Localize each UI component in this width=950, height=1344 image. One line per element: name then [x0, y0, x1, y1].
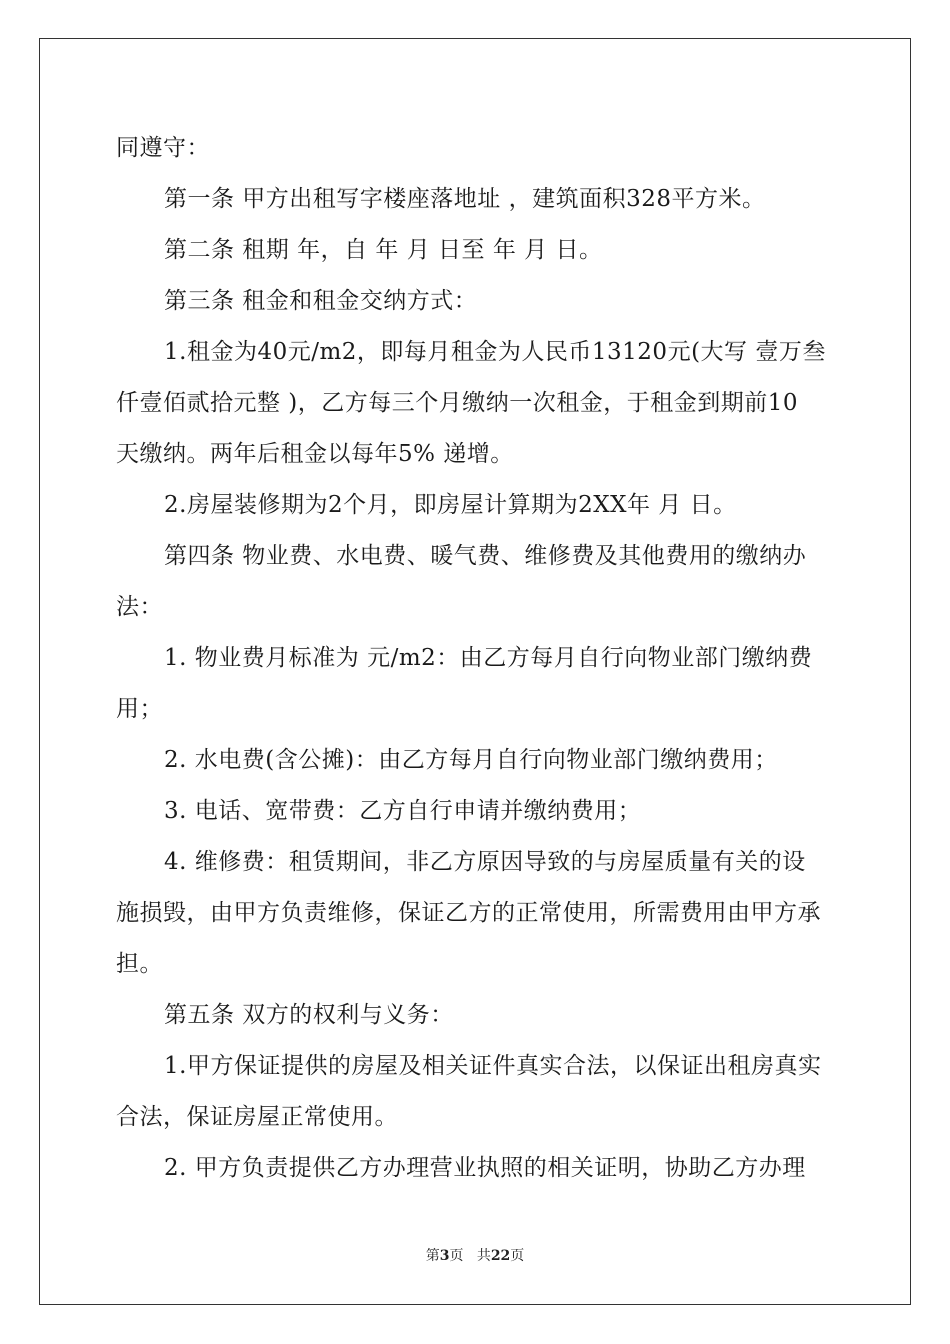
text-line: 2. 甲方负责提供乙方办理营业执照的相关证明，协助乙方办理	[164, 1155, 806, 1181]
text-line: 第一条 甲方出租写字楼座落地址 ，建筑面积328平方米。	[164, 186, 766, 212]
text-line: 仟壹佰贰拾元整 )，乙方每三个月缴纳一次租金，于租金到期前10	[116, 390, 799, 416]
total-pages: 22	[490, 1248, 511, 1264]
text-line: 1.甲方保证提供的房屋及相关证件真实合法，以保证出租房真实	[164, 1053, 822, 1079]
text-line: 担。	[116, 951, 163, 977]
text-line: 2.房屋装修期为2个月，即房屋计算期为2XX年 月 日。	[164, 492, 737, 518]
text-line: 第四条 物业费、水电费、暖气费、维修费及其他费用的缴纳办	[164, 543, 807, 569]
text-line: 合法，保证房屋正常使用。	[116, 1104, 398, 1130]
page-number: 3	[439, 1248, 450, 1264]
text-line: 第三条 租金和租金交纳方式：	[164, 288, 478, 314]
page-footer	[0, 1247, 950, 1265]
page-prefix: 第	[425, 1248, 440, 1264]
text-line: 第二条 租期 年，自 年 月 日至 年 月 日。	[164, 237, 603, 263]
text-line: 用；	[116, 696, 163, 722]
text-line: 天缴纳。两年后租金以每年5% 递增。	[116, 441, 514, 467]
page-suffix: 页	[449, 1248, 464, 1264]
text-line: 施损毁，由甲方负责维修，保证乙方的正常使用，所需费用由甲方承	[116, 900, 821, 926]
text-line: 第五条 双方的权利与义务：	[164, 1002, 454, 1028]
text-line: 3. 电话、宽带费：乙方自行申请并缴纳费用；	[164, 798, 642, 824]
text-line: 法：	[116, 594, 163, 620]
text-line: 2. 水电费(含公摊)：由乙方每月自行向物业部门缴纳费用；	[164, 747, 778, 773]
text-line: 1.租金为40元/m2，即每月租金为人民币13120元(大写 壹万叁	[164, 339, 826, 365]
text-line: 1. 物业费月标准为 元/m2：由乙方每月自行向物业部门缴纳费	[164, 645, 813, 671]
total-suffix: 页	[510, 1248, 525, 1264]
total-prefix: 共	[476, 1248, 491, 1264]
text-line: 4. 维修费：租赁期间，非乙方原因导致的与房屋质量有关的设	[164, 849, 806, 875]
text-line: 同遵守：	[116, 135, 210, 161]
